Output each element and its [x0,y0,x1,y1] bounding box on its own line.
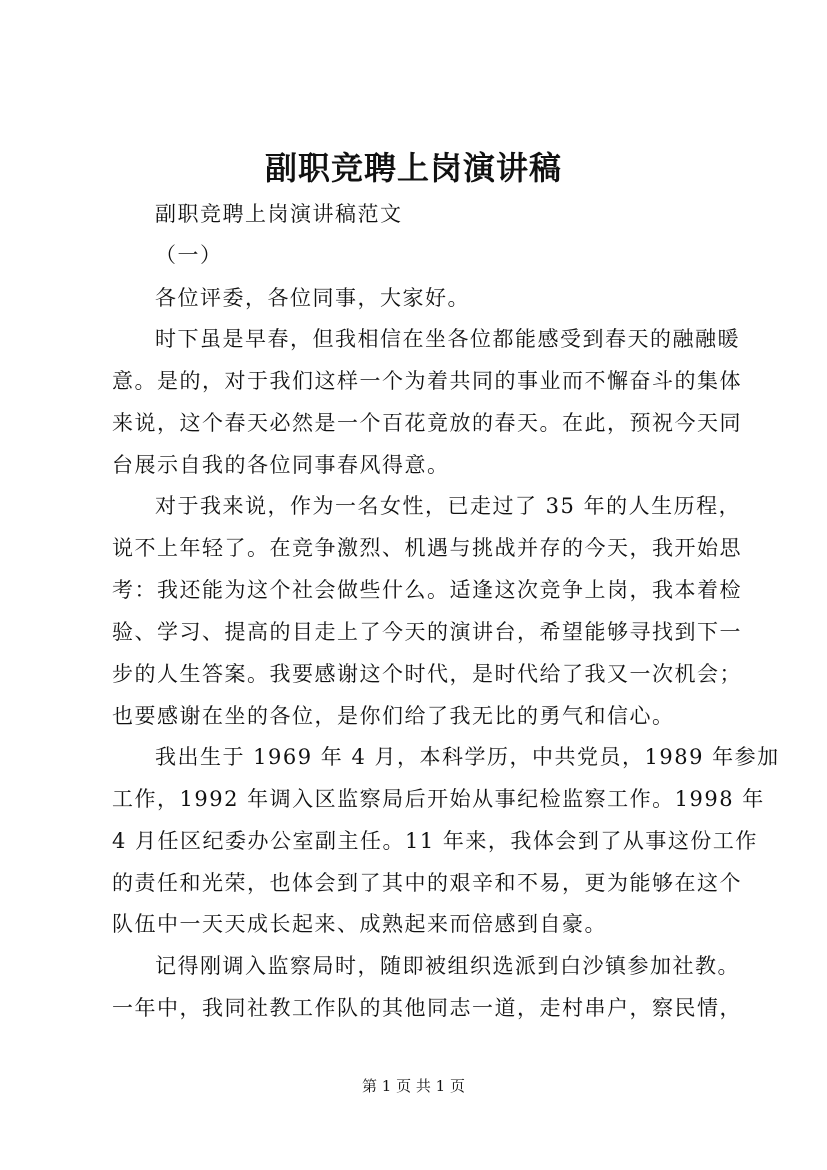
paragraph-line: 台展示自我的各位同事春风得意。 [112,453,450,477]
paragraph-line: 一年中，我同社教工作队的其他同志一道，走村串户，察民情， [112,996,742,1020]
paragraph-line: 时下虽是早春，但我相信在坐各位都能感受到春天的融融暖 [155,327,740,351]
document-title: 副职竞聘上岗演讲稿 [264,149,562,187]
paragraph-line: 对于我来说，作为一名女性，已走过了 35 年的人生历程， [155,494,742,518]
paragraph-line: 来说，这个春天必然是一个百花竟放的春天。在此，预祝今天同 [112,411,742,435]
section-marker: （一） [155,243,223,267]
paragraph-line: 4 月任区纪委办公室副主任。11 年来，我体会到了从事这份工作 [112,829,758,853]
paragraph-line: 各位评委，各位同事，大家好。 [155,286,470,310]
paragraph-line: 工作，1992 年调入区监察局后开始从事纪检监察工作。1998 年 [112,787,765,811]
paragraph-line: 的责任和光荣，也体会到了其中的艰辛和不易，更为能够在这个 [112,871,742,895]
paragraph-line: 队伍中一天天成长起来、成熟起来而倍感到自豪。 [112,912,607,936]
paragraph-line: 考：我还能为这个社会做些什么。适逢这次竞争上岗，我本着检 [112,578,742,602]
paragraph-line: 验、学习、提高的目走上了今天的演讲台，希望能够寻找到下一 [112,620,742,644]
paragraph-line: 我出生于 1969 年 4 月，本科学历，中共党员，1989 年参加 [155,745,780,769]
paragraph-line: 意。是的，对于我们这样一个为着共同的事业而不懈奋斗的集体 [112,369,742,393]
paragraph-line: 说不上年轻了。在竞争激烈、机遇与挑战并存的今天，我开始思 [112,536,742,560]
page-footer: 第 1 页 共 1 页 [362,1077,465,1095]
paragraph-line: 步的人生答案。我要感谢这个时代，是时代给了我又一次机会； [112,662,742,686]
document-subtitle: 副职竞聘上岗演讲稿范文 [155,202,403,226]
paragraph-line: 也要感谢在坐的各位，是你们给了我无比的勇气和信心。 [112,704,675,728]
paragraph-line: 记得刚调入监察局时，随即被组织选派到白沙镇参加社教。 [155,954,740,978]
